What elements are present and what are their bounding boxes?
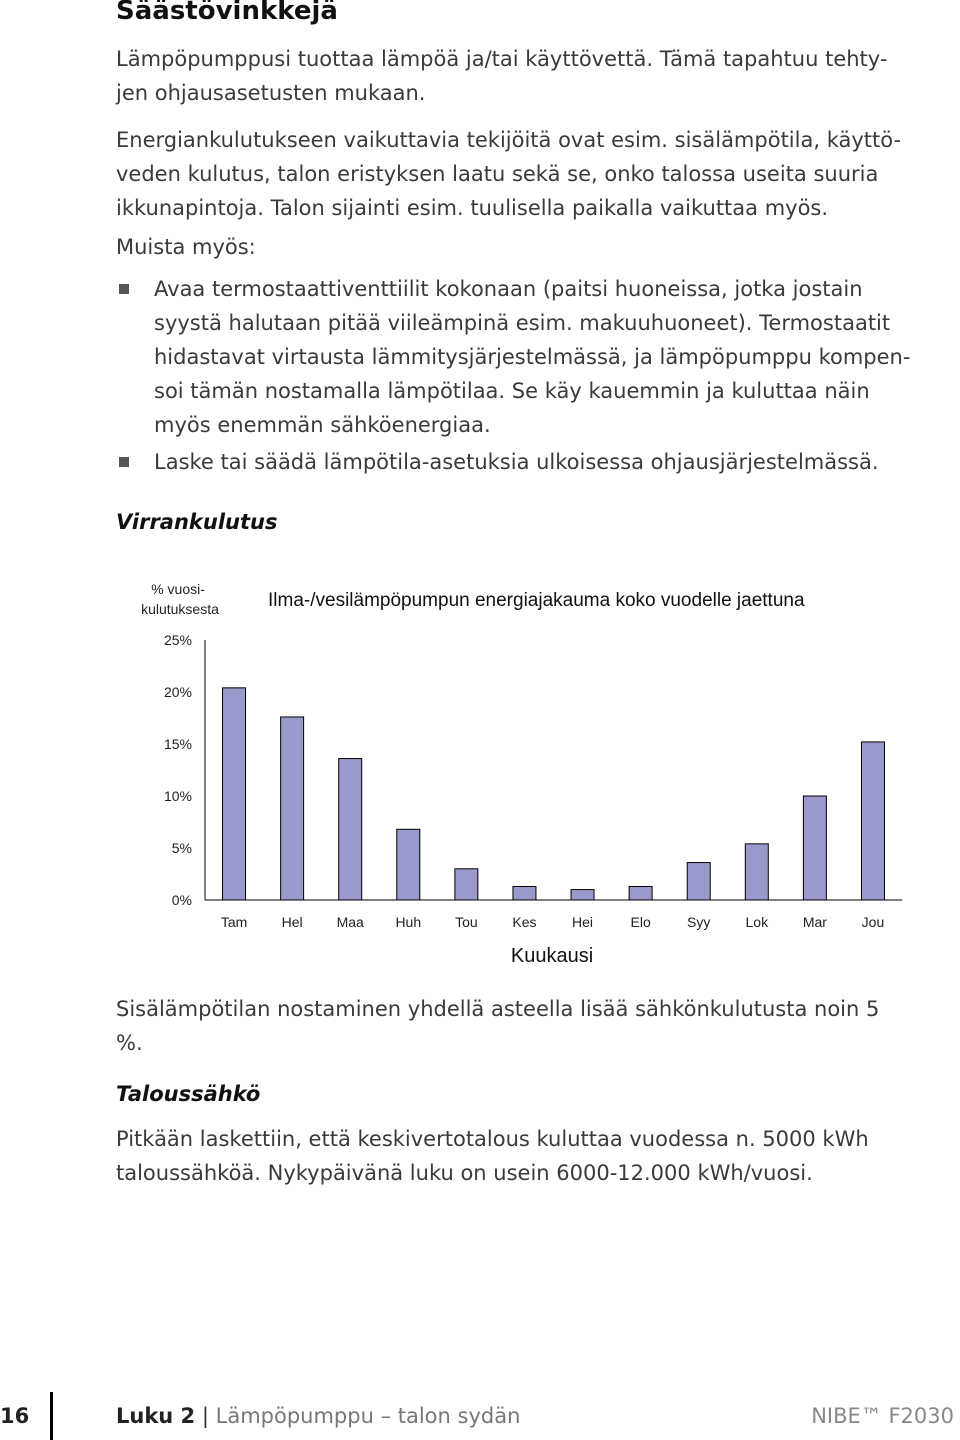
y-axis-label: % vuosi- kulutuksesta: [141, 581, 219, 617]
text-line: jen ohjausasetusten mukaan.: [116, 81, 426, 105]
text-line: %.: [116, 1031, 143, 1055]
y-tick-label: 25%: [163, 632, 192, 648]
text-line: Sisälämpötilan nostaminen yhdellä asteella lisää sähkönkulutusta noin 5: [116, 997, 880, 1021]
text-line: veden kulutus, talon eristyksen laatu sekä se, onko talossa useita suuria: [116, 162, 879, 186]
y-tick-label: 10%: [163, 788, 192, 804]
bar-lok: [745, 844, 768, 900]
heading-household-electricity: Taloussähkö: [116, 1082, 261, 1106]
bar-mar: [803, 796, 826, 900]
text-line: Pitkään laskettiin, että keskivertotalous kuluttaa vuodessa n. 5000 kWh: [116, 1127, 869, 1151]
bullet-square-icon: [119, 284, 129, 294]
bar-kes: [513, 886, 536, 900]
heading-tips: Säästövinkkejä: [116, 0, 338, 26]
bar-hei: [571, 890, 594, 900]
bar-syy: [687, 863, 710, 900]
x-axis-label: Kuukausi: [510, 945, 594, 967]
bar-tam: [223, 688, 246, 900]
y-tick-label: 5%: [171, 840, 192, 856]
text-line: soi tämän nostamalla lämpötilaa. Se käy kauemmin ja kuluttaa näin: [154, 379, 870, 403]
chapter-reference: [116, 1404, 520, 1428]
paragraph-temperature: [116, 992, 946, 1060]
bullet-item: [116, 272, 946, 442]
bullet-item: [116, 445, 946, 479]
bar-maa: [339, 759, 362, 900]
text-line: myös enemmän sähköenergiaa.: [154, 413, 491, 437]
remember-label: Muista myös:: [116, 235, 256, 259]
heading-power-consumption: Virrankulutus: [116, 510, 278, 534]
x-tick-label: Huh: [395, 914, 422, 930]
text-line: Avaa termostaattiventtiilit kokonaan (paitsi huoneissa, jotka jostain: [154, 277, 863, 301]
y-tick-label: 20%: [163, 684, 192, 700]
x-tick-label: Tou: [455, 914, 478, 930]
chapter-title: Lämpöpumppu – talon sydän: [215, 1404, 521, 1428]
x-tick-label: Hei: [572, 914, 594, 930]
text-line: Lämpöpumppusi tuottaa lämpöä ja/tai käyttövettä. Tämä tapahtuu tehty-: [116, 47, 888, 71]
y-tick-label: 0%: [171, 892, 192, 908]
text-line: taloussähköä. Nykypäivänä luku on usein 6000-12.000 kWh/vuosi.: [116, 1161, 813, 1185]
brand-model: NIBE™ F2030: [811, 1404, 954, 1428]
x-tick-label: Elo: [630, 914, 651, 930]
bar-huh: [397, 829, 420, 900]
text-line: Energiankulutukseen vaikuttavia tekijöitä ovat esim. sisälämpötila, käyttö-: [116, 128, 902, 152]
x-tick-label: Mar: [802, 914, 827, 930]
x-tick-label: Maa: [336, 914, 364, 930]
paragraph-household: [116, 1122, 946, 1190]
chapter-number: Luku 2: [116, 1404, 196, 1428]
energy-distribution-chart: [0, 560, 960, 980]
paragraph-factors: [116, 123, 946, 225]
page-number: 16: [0, 1404, 30, 1428]
bar-hel: [281, 717, 304, 900]
x-tick-label: Lok: [745, 914, 769, 930]
x-tick-label: Kes: [512, 914, 537, 930]
bullet-square-icon: [119, 457, 129, 467]
bar-tou: [455, 869, 478, 900]
footer-divider: [50, 1392, 53, 1440]
x-tick-label: Syy: [687, 914, 711, 930]
bar-elo: [629, 886, 652, 900]
text-line: syystä halutaan pitää viileämpinä esim. makuuhuoneet). Termostaatit: [154, 311, 891, 335]
text-line: hidastavat virtausta lämmitysjärjestelmässä, ja lämpöpumppu kompen-: [154, 345, 911, 369]
text-line: Laske tai säädä lämpötila-asetuksia ulkoisessa ohjausjärjestelmässä.: [154, 450, 879, 474]
page-footer: [0, 1392, 960, 1440]
text-line: ikkunapintoja. Talon sijainti esim. tuulisella paikalla vaikuttaa myös.: [116, 196, 829, 220]
x-tick-label: Jou: [861, 914, 885, 930]
paragraph-intro: [116, 42, 946, 110]
x-tick-label: Hel: [281, 914, 303, 930]
chapter-separator: |: [201, 1404, 209, 1428]
x-tick-label: Tam: [220, 914, 248, 930]
chart-title: Ilma-/vesilämpöpumpun energiajakauma koko vuodelle jaettuna: [268, 590, 805, 611]
bar-jou: [861, 742, 884, 900]
y-tick-label: 15%: [163, 736, 192, 752]
